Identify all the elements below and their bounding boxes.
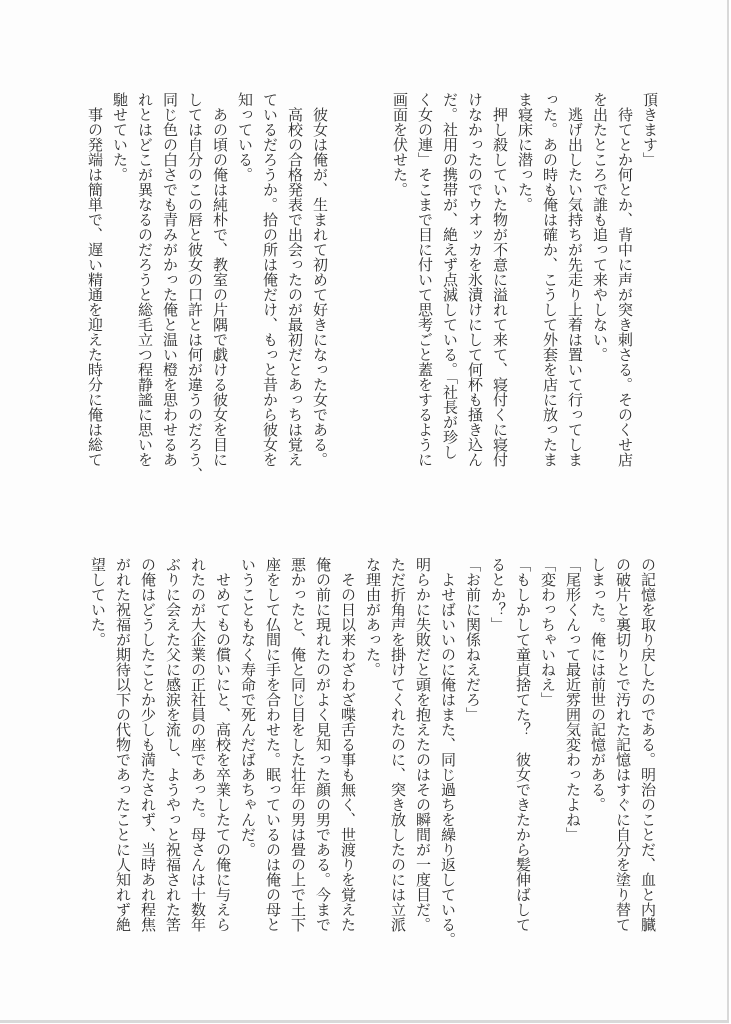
text-line: 逃げ出したい気持ちが先走り上着は置いて行ってしま bbox=[566, 92, 584, 467]
text-line: ぶりに会えた父に感涙を流し、ようやっと祝福された筈 bbox=[164, 557, 182, 932]
text-line: な理由があった。 bbox=[364, 557, 382, 677]
text-line: 知っている。 bbox=[236, 92, 254, 182]
text-line: 待てとか何とか、背中に声が突き刺さる。そのくせ店 bbox=[616, 92, 634, 467]
text-line: 「変わっちゃいねえ」 bbox=[539, 557, 557, 707]
text-line: 「もしかして童貞捨てた？ 彼女できたから髪伸ばして bbox=[514, 557, 532, 932]
text-line: 押し殺していた物が不意に溢れて来て、寝付くに寝付 bbox=[491, 92, 509, 467]
text-line: れとはどこが異なるのだろうと総毛立つ程静謐に思いを bbox=[136, 92, 154, 467]
text-line: ているだろうか。拾の所は俺だけ、もっと昔から彼女を bbox=[261, 92, 279, 467]
text-line: しまった。俺には前世の記憶がある。 bbox=[589, 557, 607, 812]
text-line: れたのが大企業の正社員の座であった。母さんは十数年 bbox=[189, 557, 207, 932]
text-line: よせばいいのに俺はまた、同じ過ちを繰り返している。 bbox=[439, 557, 457, 947]
text-line: その日以来わざわざ喋舌る事も無く、世渡りを覚えた bbox=[339, 557, 357, 932]
text-line: いうこともなく寿命で死んだばあちゃんだ。 bbox=[239, 557, 257, 857]
text-line: あの頃の俺は純朴で、教室の片隅で戯ける彼女を目に bbox=[211, 92, 229, 467]
text-line: 座をして仏間に手を合わせた。眠っているのは俺の母と bbox=[264, 557, 282, 932]
text-line: 望していた。 bbox=[89, 557, 107, 647]
text-line: るとか？」 bbox=[489, 557, 507, 632]
text-line: ただ折角声を掛けてくれたのに、突き放したのには立派 bbox=[389, 557, 407, 932]
text-block-top-left bbox=[82, 92, 332, 482]
text-line: の記憶を取り戻したのである。明治のことだ、血と内臓 bbox=[639, 557, 657, 932]
text-line: った。あの時も俺は確か、こうして外套を店に放ったま bbox=[541, 92, 559, 467]
text-line: せめてもの償いにと、高校を卒業したての俺に与えら bbox=[214, 557, 232, 932]
text-line: 悪かったと、俺と同じ目をした壮年の男は畳の上で土下 bbox=[289, 557, 307, 932]
text-line: 俺の前に現れたのがよく見知った顔の男である。今まで bbox=[314, 557, 332, 932]
text-line: の俺はどうしたことか少しも満たされず、当時あれ程焦 bbox=[139, 557, 157, 932]
text-block-top-right bbox=[387, 92, 662, 482]
text-line: 「尾形くんって最近雰囲気変わったよね」 bbox=[564, 557, 582, 842]
text-line: 同じ色の白さでも青みがかった俺と温い橙を思わせるあ bbox=[161, 92, 179, 467]
text-line: 事の発端は簡単で、遅い精通を迎えた時分に俺は総て bbox=[86, 92, 104, 467]
text-line: ま寝床に潜った。 bbox=[516, 92, 534, 212]
text-line: がれた祝福が期待以下の代物であったことに人知れず絶 bbox=[114, 557, 132, 932]
text-line: しては自分のこの唇と彼女の口許とは何が違うのだろう、 bbox=[186, 92, 204, 482]
text-line: 彼女は俺が、生まれて初めて好きになった女である。 bbox=[311, 92, 329, 467]
text-line: 馳せていた。 bbox=[111, 92, 129, 182]
text-block-bottom bbox=[85, 557, 660, 947]
text-line: の破片と裏切りとで汚れた記憶はすぐに自分を塗り替て bbox=[614, 557, 632, 932]
text-line: く女の連」そこまで目に付いて思考ごと蓋をするように bbox=[416, 92, 434, 467]
text-line: けなかったのでウオッカを氷漬けにして何杯も掻き込ん bbox=[466, 92, 484, 467]
text-line: 頂きます」 bbox=[641, 92, 659, 167]
text-line: 画面を伏せた。 bbox=[391, 92, 409, 197]
text-line: 明らかに失敗だと頭を抱えたのはその瞬間が一度目だ。 bbox=[414, 557, 432, 932]
text-line: だ。社用の携帯が、絶えず点滅している。「社長が珍し bbox=[441, 92, 459, 460]
text-line: を出たところで誰も追って来やしない。 bbox=[591, 92, 609, 362]
text-line: 「お前に関係ねえだろ」 bbox=[464, 557, 482, 722]
text-line: 高校の合格発表で出会ったのが最初だとあっちは覚え bbox=[286, 92, 304, 467]
